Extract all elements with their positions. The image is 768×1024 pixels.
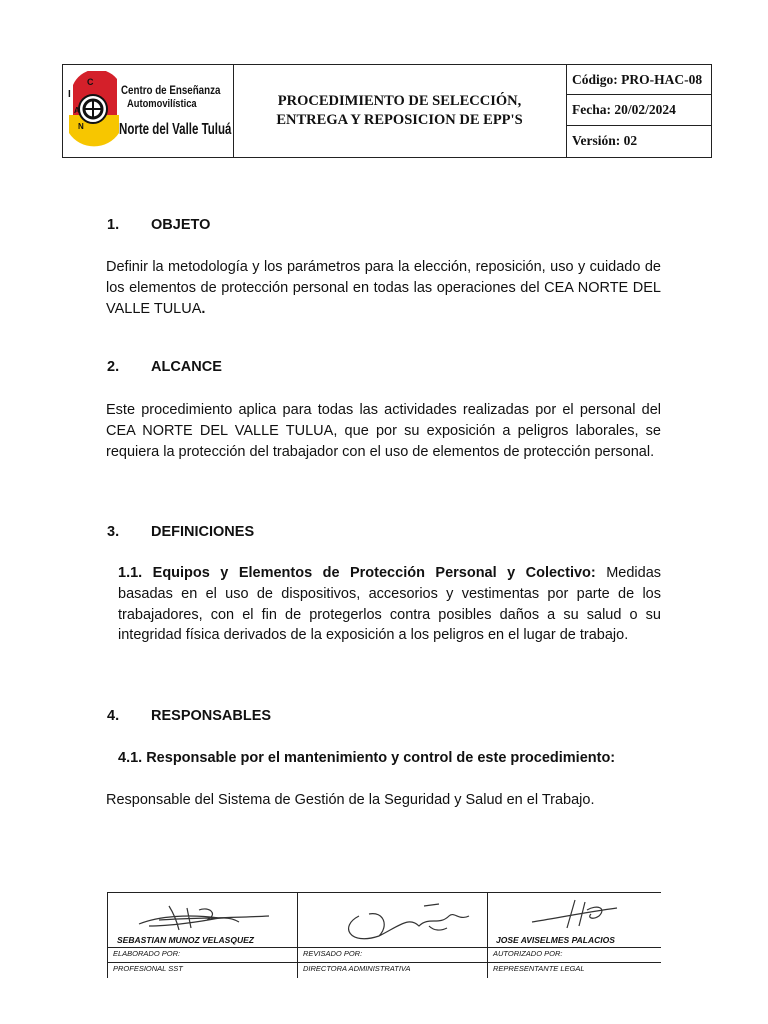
section-heading-alcance	[107, 359, 222, 375]
signature-action: REVISADO POR:	[303, 949, 363, 958]
section-number: 4.	[107, 708, 120, 724]
divider	[107, 962, 661, 963]
section-title: RESPONSABLES	[151, 708, 272, 724]
section-title: OBJETO	[151, 217, 211, 233]
signature-table	[107, 892, 661, 978]
svg-text:C: C	[87, 77, 94, 87]
objeto-text: Definir la metodología y los parámetros para la elección, reposición, uso y cuidado de los elementos de protección personal en todas las operaciones del CEA NORTE DEL VALLE TULUA	[106, 259, 661, 317]
company-logo	[63, 65, 234, 157]
logo-text-line2: Automovilística	[127, 98, 197, 110]
document-title	[233, 65, 567, 157]
document-version: Versión: 02	[572, 133, 638, 148]
definition-item	[118, 563, 661, 646]
logo-text-line1: Centro de Enseñanza	[121, 85, 221, 97]
alcance-text: Este procedimiento aplica para todas las actividades realizadas por el personal del CEA NORTE DEL VALLE TULUA	[106, 402, 661, 439]
divider	[297, 892, 298, 978]
responsables-paragraph: Responsable del Sistema de Gestión de la Seguridad y Salud en el Trabajo.	[106, 792, 595, 808]
section-title: ALCANCE	[151, 359, 222, 375]
document-title-line1: PROCEDIMIENTO DE SELECCIÓN,	[277, 93, 522, 109]
signer-role: REPRESENTANTE LEGAL	[493, 964, 585, 973]
signer-role: DIRECTORA ADMINISTRATIVA	[303, 964, 411, 973]
section-number: 1.	[107, 217, 120, 233]
signature-autorizado-image	[527, 896, 627, 932]
objeto-text-end: .	[201, 300, 206, 317]
document-header	[62, 64, 712, 158]
alcance-paragraph	[106, 400, 661, 462]
section-heading-definiciones	[107, 524, 254, 540]
signer-name: SEBASTIAN MUNOZ VELASQUEZ	[117, 935, 254, 945]
definition-text: Medidas basadas en el uso de dispositivos, accesorios y vestimentas por parte de los trabajadores, con el fin de protegerlos contra posibles daños a su salud o su integridad física derivados de la exposición a los peligros en el lugar de trabajo.	[118, 565, 662, 644]
document-code: Código: PRO-HAC-08	[566, 65, 711, 95]
logo-emblem-icon	[67, 71, 121, 151]
signer-name: JOSE AVISELMES PALACIOS	[496, 935, 615, 945]
signature-action: AUTORIZADO POR:	[493, 949, 563, 958]
section-number: 2.	[107, 359, 120, 375]
divider	[107, 892, 108, 978]
subsection-heading: 4.1. Responsable por el mantenimiento y control de este procedimiento:	[118, 750, 616, 766]
alcance-text-cont: , que por su exposición a peligros laborales, se requiera la protección del trabajador con el uso de elementos de protección personal.	[106, 422, 661, 460]
definition-term: 1.1. Equipos y Elementos de Protección Personal y Colectivo:	[118, 565, 596, 581]
document-date: Fecha: 20/02/2024	[566, 95, 711, 126]
divider	[107, 947, 661, 948]
signature-elaborado-image	[129, 896, 279, 936]
svg-text:A: A	[74, 106, 80, 115]
document-title-line2: ENTREGA Y REPOSICION DE EPP'S	[276, 112, 523, 128]
signature-revisado-image	[329, 896, 479, 946]
section-heading-responsables	[107, 708, 271, 724]
section-heading-objeto	[107, 217, 210, 233]
section-title: DEFINICIONES	[151, 524, 255, 540]
signature-table-top-border	[107, 892, 661, 893]
signature-action: ELABORADO POR:	[113, 949, 181, 958]
svg-text:I: I	[68, 89, 71, 100]
document-meta	[566, 65, 711, 157]
divider	[487, 892, 488, 978]
objeto-paragraph	[106, 257, 661, 319]
svg-text:N: N	[78, 122, 84, 131]
logo-text-line3: Norte del Valle Tuluá	[119, 121, 232, 138]
signer-role: PROFESIONAL SST	[113, 964, 183, 973]
section-number: 3.	[107, 524, 120, 540]
